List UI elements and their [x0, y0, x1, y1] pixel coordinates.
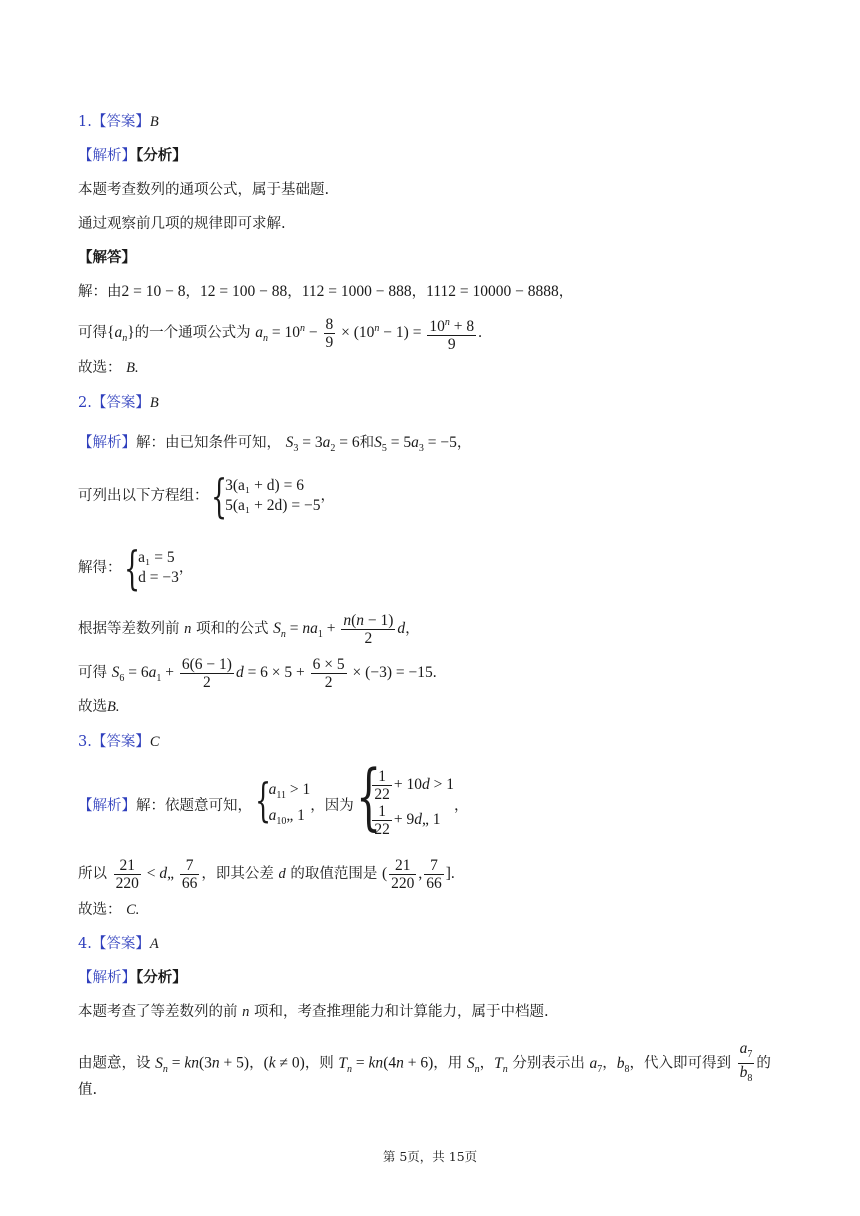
- interval: ( $\frac{21}{220}$ , $\frac{7}{66}$ ].: [381, 857, 455, 892]
- q2-intro: 【解析】解：由已知条件可知， $S_3 = 3a_2 = 6$和$S_5 = 5a_3 = -5$，: [78, 434, 472, 455]
- fraction: $\frac{21}{220}$: [115, 857, 139, 892]
- q4-desc2: 由题意，设 $S_n = kn(3n + 5)$，(k ≠ 0)，则 $T_n = kn(4n + 6)$，用 $S_n$，$T_n$ 分别表示出 $a_7$，$b_8$，代入即可得到 $\frac{a_7}{b_8}$ 的: [78, 1040, 771, 1087]
- q1-desc2: 通过观察前几项的规律即可求解.: [78, 216, 286, 232]
- question-number: 3.: [78, 734, 92, 750]
- fraction: $\frac{n(n - 1)}{2}$: [343, 612, 394, 647]
- fenxi-label: 【分析】: [136, 147, 187, 164]
- analysis-label: 【解析】: [78, 435, 136, 451]
- q1-general-term: [78, 314, 482, 353]
- text: ，用: [433, 1055, 463, 1072]
- text: 项和，考查推理能力和计算能力，属于中档题.: [253, 1004, 549, 1020]
- q2-calc: [78, 656, 437, 691]
- answer-value: B: [149, 395, 159, 411]
- answer-value: C.: [126, 902, 140, 918]
- text: 的: [756, 1055, 771, 1072]
- text: ，代入即可得到: [629, 1055, 731, 1072]
- answer-value: B: [149, 114, 159, 130]
- text: 由题意，设: [78, 1055, 151, 1072]
- q1-answer-line: [78, 112, 159, 132]
- formula: $S_6 = 6a_1$ + $\frac{6(6 - 1)}{2}$ d = 6 × 5 + $\frac{6 \times 5}{2}$ × (−3) = −15.: [111, 656, 437, 691]
- text: 可列出以下方程组：: [78, 488, 209, 504]
- fraction: $\frac{a_7}{b_8}$: [739, 1040, 753, 1085]
- text: 的取值范围是: [290, 866, 378, 883]
- inequality-system: { $\frac{1}{22}$ + 10d > 1 $\frac{1}{22}$ + 9d„ 1: [358, 768, 454, 838]
- equation: 2 = 10 − 8: [121, 283, 186, 300]
- answer-value: B.: [107, 699, 120, 715]
- equation-system: [126, 548, 179, 588]
- text: ，即其公差: [201, 866, 274, 883]
- text: 可得: [78, 325, 107, 342]
- equation: { 3(a₁ + d) = 6: [225, 477, 304, 494]
- text: 所以: [78, 866, 107, 883]
- equation: { a₁ = 5: [138, 549, 175, 566]
- fraction: { $\frac{1}{22}$: [374, 768, 390, 803]
- q1-analysis-header: [78, 146, 187, 166]
- text: 和: [359, 435, 375, 451]
- q1-conclusion: [78, 358, 139, 378]
- q3-answer-line: [78, 732, 160, 752]
- equation: 1112 = 10000 − 8888: [426, 283, 559, 300]
- fraction: $\frac{7}{66}$: [181, 857, 198, 892]
- q2-solution: 解得： { a₁ = 5 d = −3 ，: [78, 548, 193, 588]
- fenxi-label: 【分析】: [136, 969, 187, 986]
- q4-answer-line: [78, 934, 159, 954]
- q4-desc1: 本题考查了等差数列的前 n 项和，考查推理能力和计算能力，属于中档题.: [78, 1004, 549, 1020]
- result: = −15.: [395, 664, 437, 682]
- text: 根据等差数列前: [78, 621, 180, 638]
- answer-value: B.: [126, 360, 139, 376]
- formula: $S_n = na_1$ + $\frac{n(n - 1)}{2}$ d: [273, 612, 406, 647]
- answer-label: 【答案】: [91, 734, 150, 750]
- equation: $S_5 = 5a_3 = -5$: [374, 434, 457, 455]
- text: 项和的公式: [195, 621, 269, 638]
- q2-formula: 根据等差数列前 n 项和的公式 $S_n = na_1$ + $\frac{n(n - 1)}{2}$ d，: [78, 612, 420, 647]
- formula: $a_n = 10^n$ − $\frac{8}{9}$ × $(10^n - 1)$ = $\frac{10^n + 8}{9}$ .: [255, 324, 482, 341]
- text: 可得: [78, 665, 107, 682]
- equation: 12 = 100 − 88: [199, 283, 288, 300]
- equation: $S_3 = 3a_2 = 6$: [285, 434, 360, 455]
- q2-answer-line: [78, 393, 159, 413]
- fraction: $\frac{6(6 - 1)}{2}$: [181, 656, 232, 691]
- equation: 5(a₁ + 2d) = −5: [225, 497, 321, 514]
- text: 本题考查了等差数列的前: [78, 1004, 238, 1020]
- question-number: 1.: [78, 114, 92, 130]
- fraction: $\frac{10^n + 8}{9}$: [427, 314, 476, 353]
- text: ，则: [304, 1055, 334, 1072]
- equation: d = −3: [138, 569, 179, 586]
- q2-conclusion: [78, 697, 119, 717]
- equation-system: [213, 476, 320, 516]
- fraction: $\frac{7}{66}$: [426, 857, 442, 892]
- text: 解得：: [78, 560, 122, 576]
- inequality-system: { $a_{11} > 1$ $a_{10}„$ 1: [257, 780, 311, 832]
- equation: 112 = 1000 − 888: [301, 283, 412, 300]
- q1-equations: 解：由2 = 10 − 8，12 = 100 − 88，112 = 1000 − 888，1112 = 10000 − 8888，: [78, 283, 574, 300]
- analysis-label: 【解析】: [78, 798, 136, 814]
- answer-value: A: [149, 936, 159, 952]
- text: 的一个通项公式为: [134, 325, 251, 342]
- answer-label: 【答案】: [91, 114, 150, 130]
- question-number: 2.: [78, 395, 92, 411]
- answer-label: 【答案】: [91, 936, 150, 952]
- q3-conclusion: [78, 900, 139, 920]
- text: 故选：: [78, 360, 122, 376]
- page-footer: 第 5页，共 15页: [382, 1149, 478, 1164]
- answer-label: 【答案】: [91, 395, 150, 411]
- text: 解：依题意可知，: [136, 798, 252, 814]
- analysis-label: 【解析】: [78, 148, 136, 164]
- q3-conditions: 【解析】解：依题意可知， { $a_{11} > 1$ $a_{10}„$ 1 ，因为 { $\frac{1}{22}$ + 10d > 1 $\frac{1}{22}$ + 9d„ 1 ，: [78, 774, 468, 838]
- text: 故选：: [78, 902, 122, 918]
- text: 故选: [78, 699, 107, 715]
- sequence-symbol: $\{a_n\}$: [107, 324, 135, 345]
- fraction: $\frac{6 \times 5}{2}$: [312, 656, 345, 691]
- fraction: $\frac{21}{220}$: [391, 857, 415, 892]
- text: 因为: [324, 798, 354, 814]
- fraction: $\frac{8}{9}$: [325, 316, 334, 352]
- formula: $S_n = kn(3n + 5)$: [155, 1054, 250, 1075]
- analysis-label: 【解析】: [78, 970, 136, 986]
- text: 解：由已知条件可知，: [136, 435, 281, 451]
- q1-jieda: 【解答】: [78, 249, 136, 266]
- q4-analysis-header: [78, 968, 187, 988]
- text: 分别表示出: [512, 1055, 585, 1072]
- q4-desc3: 值.: [78, 1082, 98, 1098]
- q2-system: 可列出以下方程组： { 3(a₁ + d) = 6 5(a₁ + 2d) = −5 ，: [78, 476, 335, 516]
- q1-desc1: 本题考查数列的通项公式，属于基础题.: [78, 182, 330, 198]
- question-number: 4.: [78, 936, 92, 952]
- formula: $T_n = kn(4n + 6)$: [338, 1054, 434, 1075]
- answer-value: C: [149, 734, 160, 750]
- fraction: $\frac{1}{22}$: [374, 803, 390, 838]
- q3-range: 所以 $\frac{21}{220}$ < d„ $\frac{7}{66}$ ，即其公差 d 的取值范围是 ( $\frac{21}{220}$ , $\frac{7}{66}$ ].: [78, 857, 455, 892]
- solution-prefix: 解：由: [78, 284, 122, 300]
- formula: $\frac{21}{220}$ < d„ $\frac{7}{66}$: [115, 857, 198, 892]
